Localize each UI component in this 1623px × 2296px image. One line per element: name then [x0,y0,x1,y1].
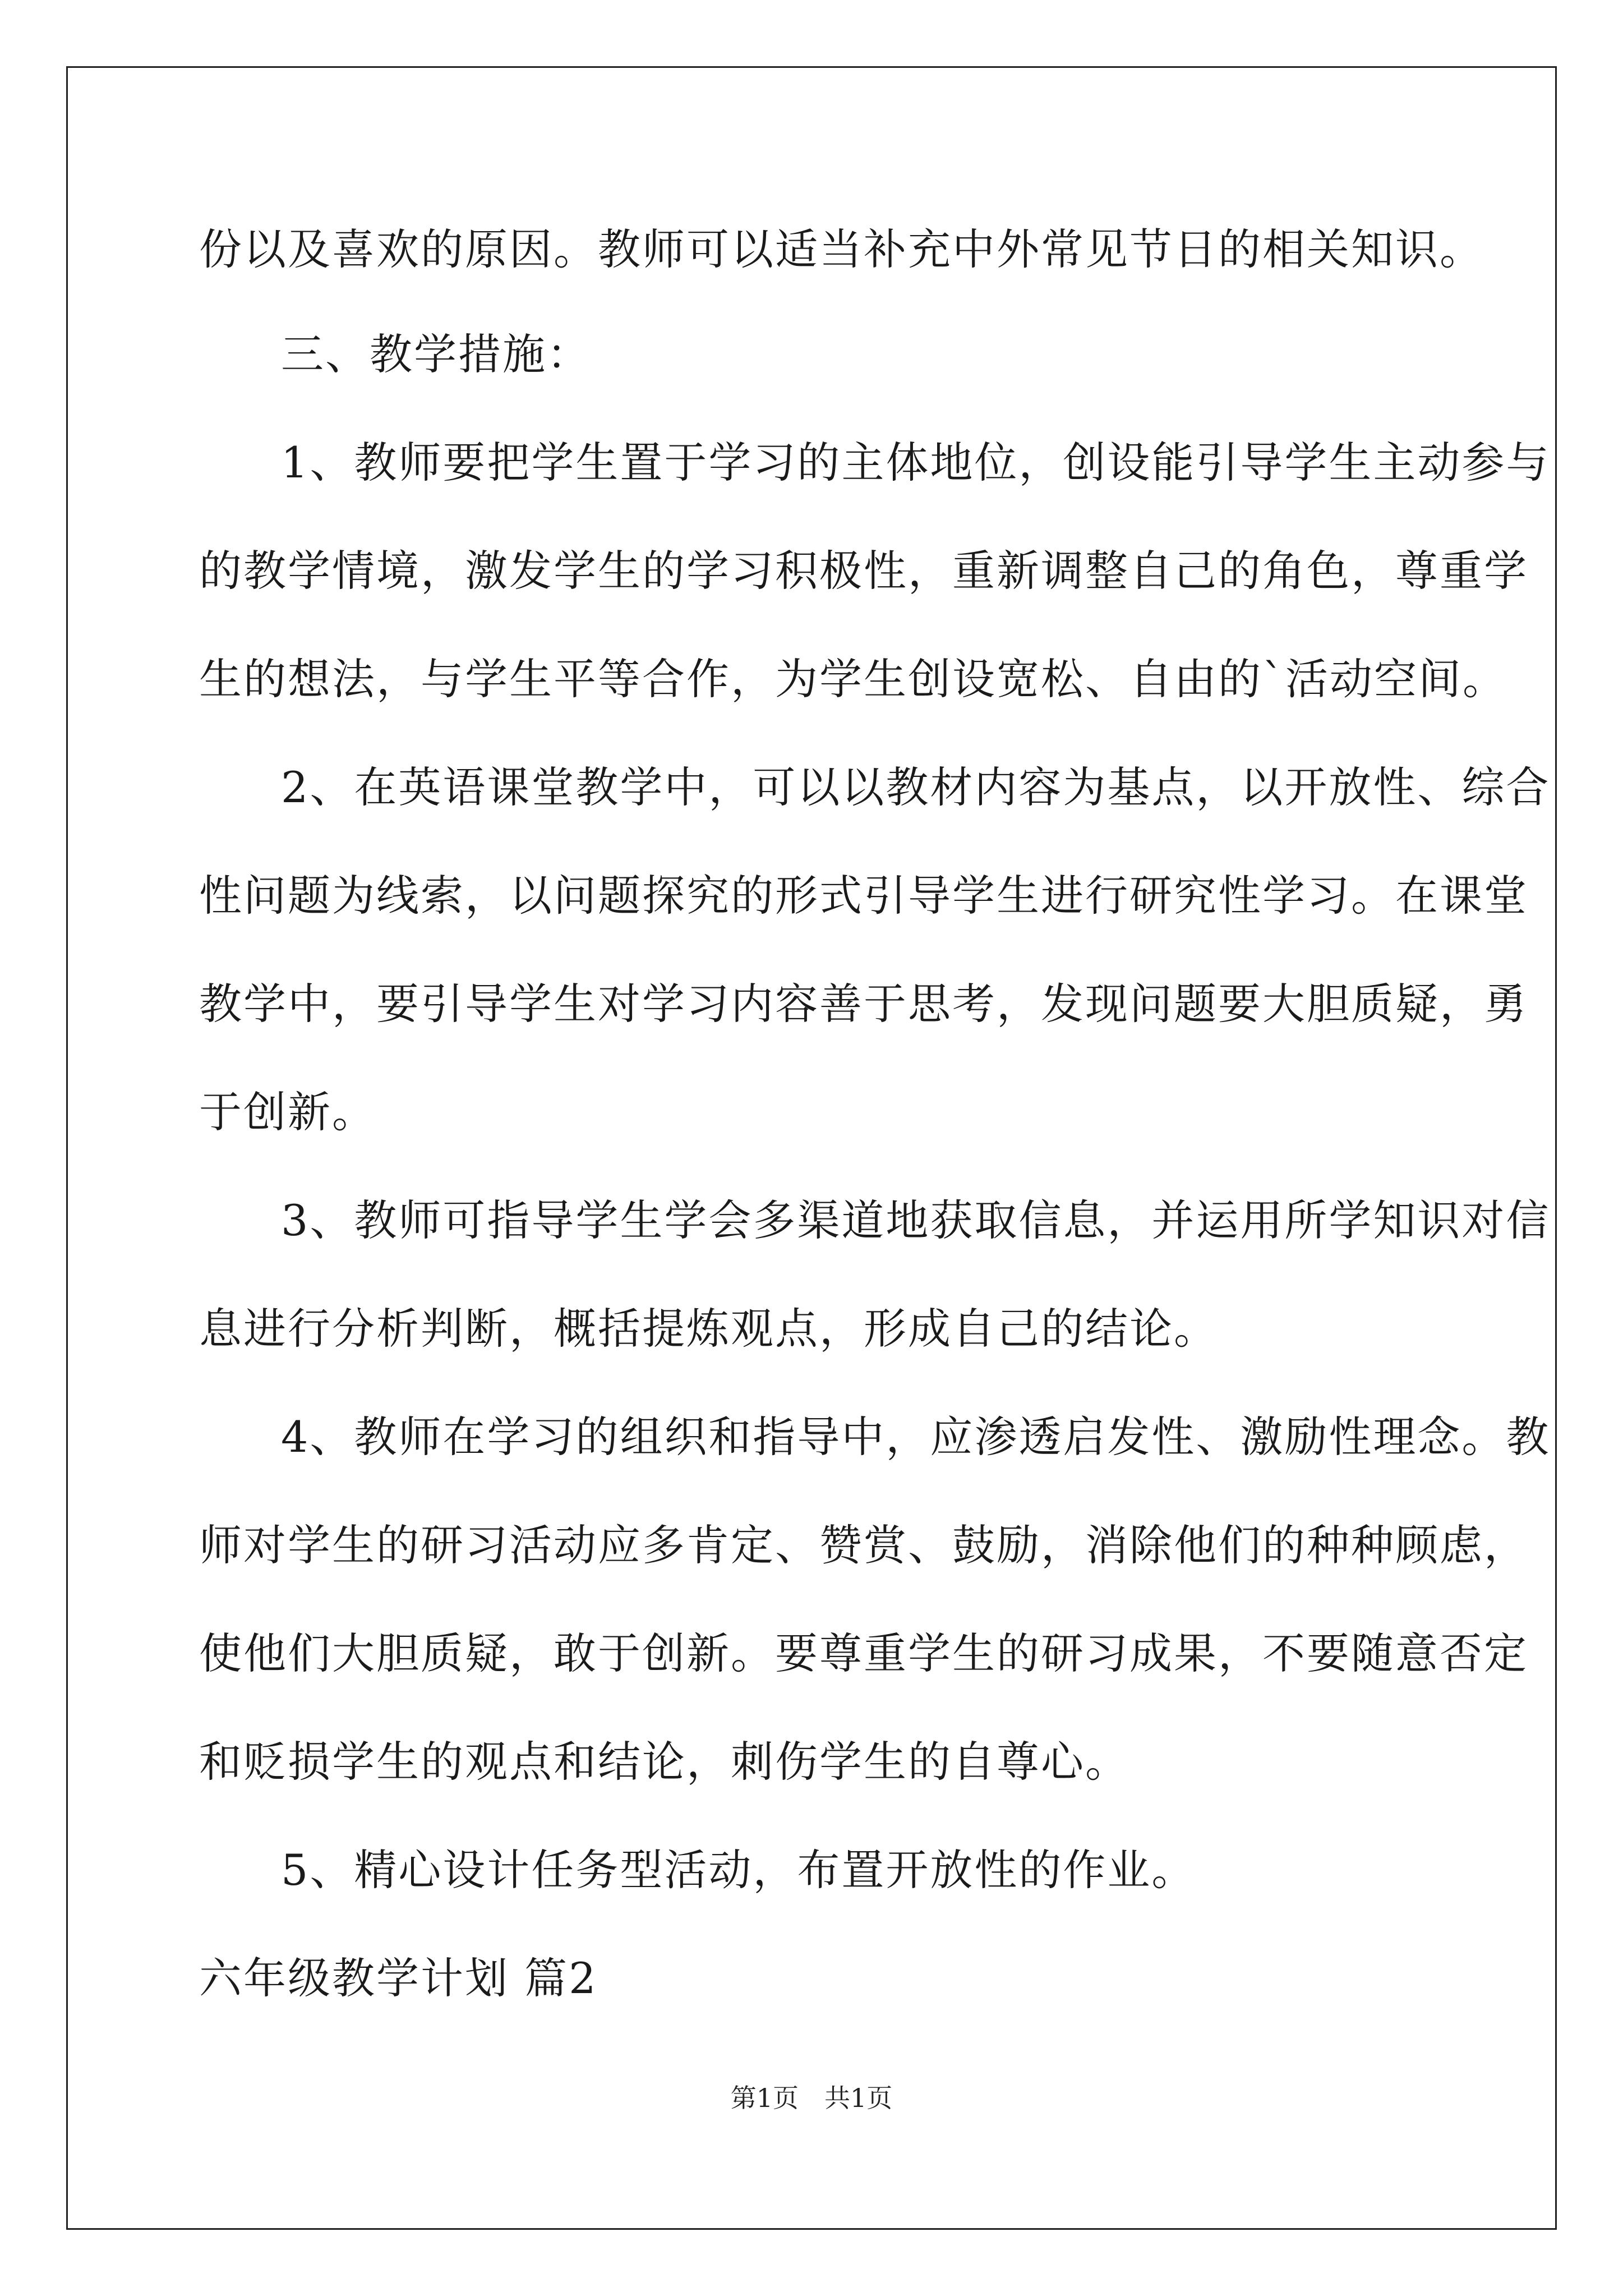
page-number: 第1页 共1页 [730,2083,893,2113]
text-line: 5、精心设计任务型活动，布置开放性的作业。 [281,1845,1196,1895]
text-line: 师对学生的研习活动应多肯定、赞赏、鼓励，消除他们的种种顾虑， [199,1520,1528,1570]
text-line: 教学中，要引导学生对学习内容善于思考，发现问题要大胆质疑，勇 [199,979,1528,1029]
text-line: 生的想法，与学生平等合作，为学生创设宽松、自由的`活动空间。 [199,654,1507,704]
text-line: 于创新。 [199,1087,376,1137]
article-title: 六年级教学计划 篇2 [199,1953,598,2003]
text-line: 的教学情境，激发学生的学习积极性，重新调整自己的角色，尊重学 [199,546,1528,596]
text-line: 4、教师在学习的组织和指导中，应渗透启发性、激励性理念。教 [281,1412,1551,1462]
text-line: 性问题为线索，以问题探究的形式引导学生进行研究性学习。在课堂 [199,871,1528,921]
text-line: 1、教师要把学生置于学习的主体地位，创设能引导学生主动参与 [281,438,1551,487]
text-line: 3、教师可指导学生学会多渠道地获取信息，并运用所学知识对信 [281,1195,1551,1245]
text-line: 份以及喜欢的原因。教师可以适当补充中外常见节日的相关知识。 [199,224,1484,274]
text-line: 和贬损学生的观点和结论，刺伤学生的自尊心。 [199,1737,1129,1787]
section-heading: 三、教学措施： [281,329,591,379]
text-line: 2、在英语课堂教学中，可以以教材内容为基点，以开放性、综合 [281,762,1551,812]
text-line: 使他们大胆质疑，敢于创新。要尊重学生的研习成果，不要随意否定 [199,1628,1528,1678]
text-line: 息进行分析判断，概括提炼观点，形成自己的结论。 [199,1304,1218,1354]
page-border [66,66,1557,2230]
